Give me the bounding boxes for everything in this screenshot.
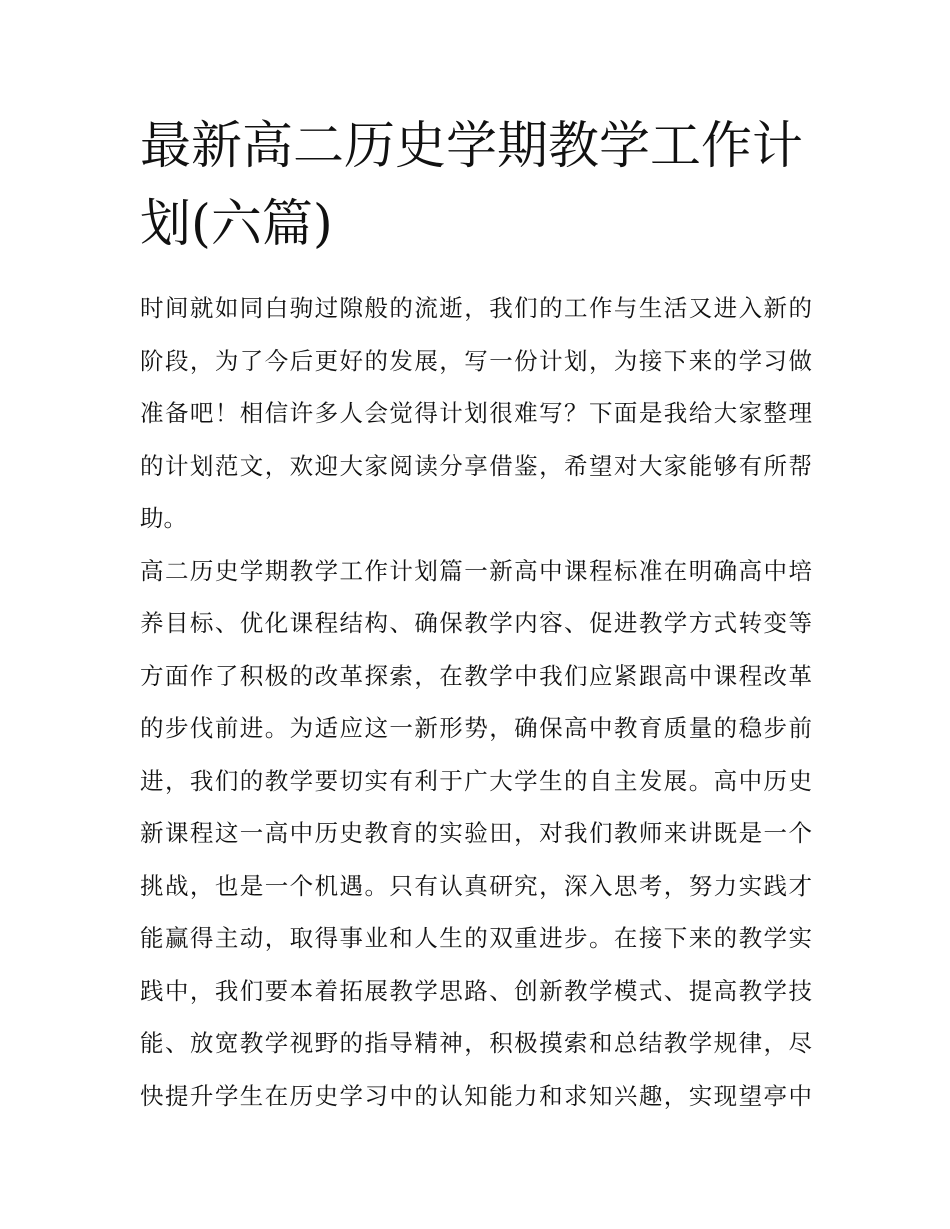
- text-line: 的步伐前进。为适应这一新形势，确保高中教育质量的稳步前: [140, 714, 812, 742]
- title-line: 最新高二历史学期教学工作计: [140, 117, 804, 176]
- text-line: 助。: [140, 504, 187, 532]
- text-line: 时间就如同白驹过隙般的流逝，我们的工作与生活又进入新的: [140, 294, 812, 322]
- document-title: [140, 108, 812, 264]
- text-line: 能、放宽教学视野的指导精神，积极摸索和总结教学规律，尽: [140, 1029, 812, 1057]
- text-line: 快提升学生在历史学习中的认知能力和求知兴趣，实现望亭中: [140, 1081, 812, 1110]
- text-line: 准备吧！相信许多人会觉得计划很难写？下面是我给大家整理: [140, 399, 812, 427]
- text-line: 挑战，也是一个机遇。只有认真研究，深入思考，努力实践才: [140, 871, 812, 900]
- intro-paragraph: [140, 282, 812, 545]
- text-line: 养目标、优化课程结构、确保教学内容、促进教学方式转变等: [140, 609, 812, 637]
- title-line: 划(六篇): [140, 195, 333, 254]
- text-line: 进，我们的教学要切实有利于广大学生的自主发展。高中历史: [140, 766, 812, 795]
- text-line: 能赢得主动，取得事业和人生的双重进步。在接下来的教学实: [140, 924, 812, 952]
- text-line: 高二历史学期教学工作计划篇一新高中课程标准在明确高中培: [140, 556, 812, 585]
- document-content: [140, 108, 812, 1122]
- text-line: 的计划范文，欢迎大家阅读分享借鉴，希望对大家能够有所帮: [140, 451, 812, 480]
- body-paragraph: [140, 545, 812, 1123]
- text-line: 践中，我们要本着拓展教学思路、创新教学模式、提高教学技: [140, 976, 812, 1005]
- text-line: 方面作了积极的改革探索，在教学中我们应紧跟高中课程改革: [140, 661, 812, 690]
- text-line: 新课程这一高中历史教育的实验田，对我们教师来讲既是一个: [140, 819, 812, 847]
- text-line: 阶段，为了今后更好的发展，写一份计划，为接下来的学习做: [140, 346, 812, 375]
